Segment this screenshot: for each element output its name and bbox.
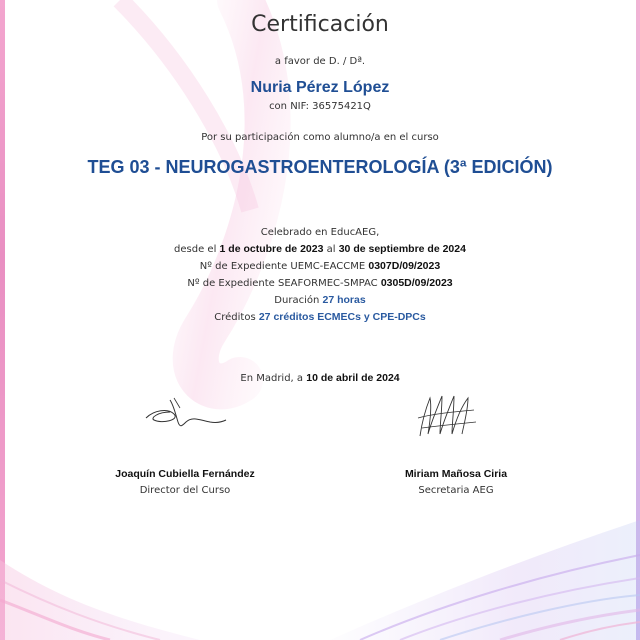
date-start: 1 de octubre de 2023 [219,243,324,255]
duration-line [0,294,640,306]
recipient-name: Nuria Pérez López [250,79,390,96]
signer-name-secretary: Miriam Mañosa Ciria [404,468,508,480]
signature-director [140,392,230,436]
credits-line [0,311,640,323]
certificate-title: Certificación [251,12,389,37]
expedient-uemc-line [0,260,640,272]
date-prefix: desde el [174,244,217,255]
expedient-seaformec-value: 0305D/09/2023 [380,277,453,289]
nif-line: con NIF: 36575421Q [269,101,371,112]
signer-role-director: Director del Curso [139,485,231,496]
course-title: TEG 03 - NEUROGASTROENTEROLOGÍA (3ª EDICIÓN) [87,157,553,177]
credits-value: 27 créditos ECMECs y CPE-DPCs [258,311,426,323]
duration-value: 27 horas [322,294,366,306]
favor-line: a favor de D. / Dª. [274,56,366,67]
expedient-uemc-label: Nº de Expediente UEMC-EACCME [199,261,366,272]
expedient-seaformec-label: Nº de Expediente SEAFORMEC-SMPAC [187,278,378,289]
place-date: 10 de abril de 2024 [306,372,400,384]
date-end: 30 de septiembre de 2024 [338,243,466,255]
signer-name-director: Joaquín Cubiella Fernández [115,468,255,480]
signature-secretary [412,388,482,444]
place-prefix: En Madrid, a [240,373,304,384]
expedient-seaformec-line [0,277,640,289]
place-date-line [0,372,640,384]
duration-label: Duración [274,295,320,306]
signer-role-secretary: Secretaria AEG [418,485,494,496]
celebrated-line: Celebrado en EducAEG, [260,227,380,238]
date-mid: al [326,244,336,255]
credits-label: Créditos [214,312,256,323]
expedient-uemc-value: 0307D/09/2023 [368,260,441,272]
participation-line: Por su participación como alumno/a en el curso [201,132,439,143]
date-range-line [0,243,640,255]
